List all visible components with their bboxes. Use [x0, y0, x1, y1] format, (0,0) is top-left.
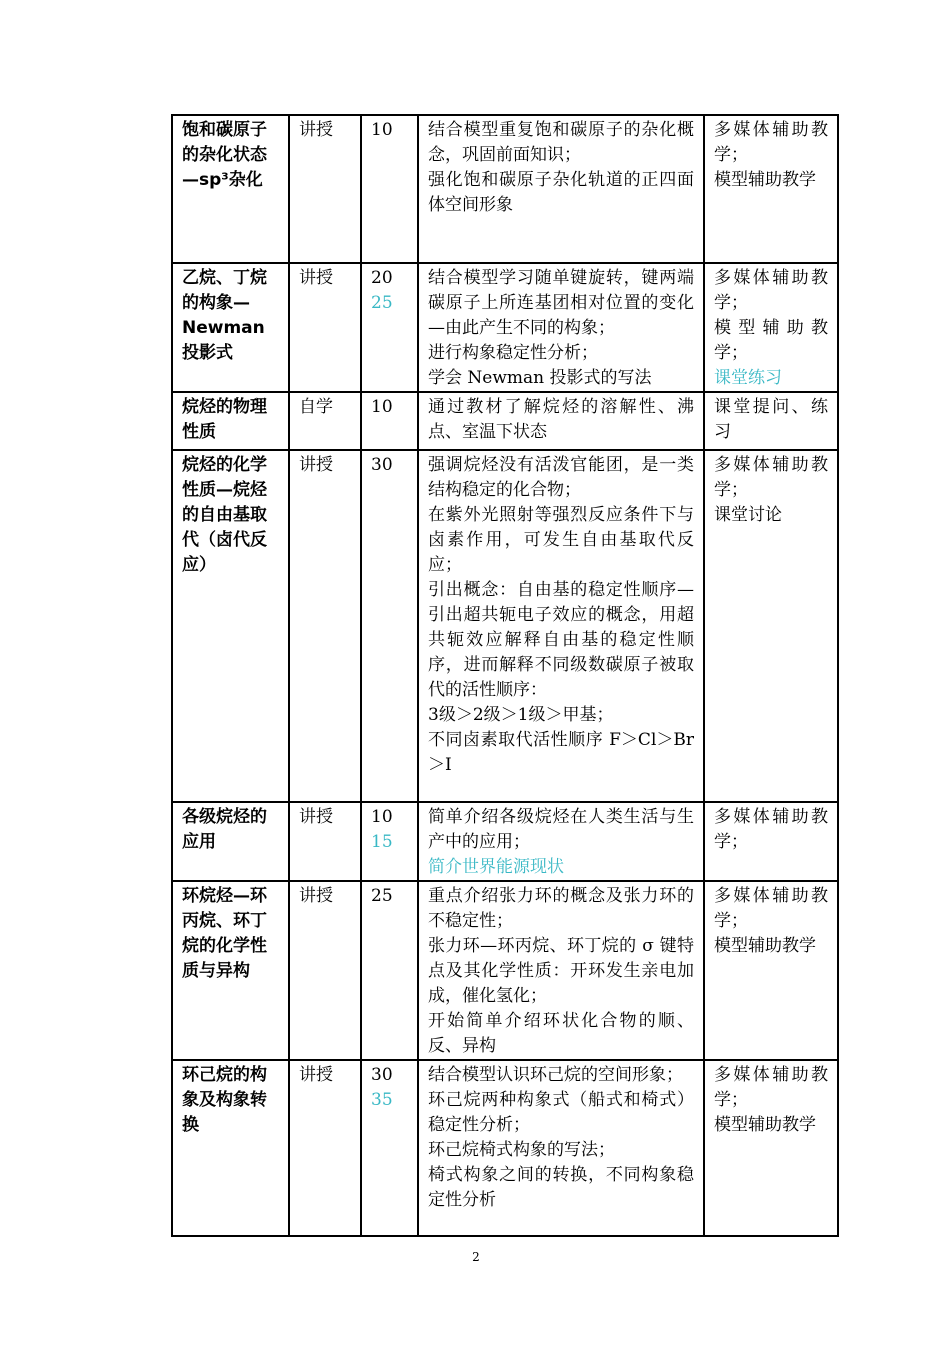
method-text: 讲授 [299, 455, 333, 475]
time-cell [361, 1060, 418, 1236]
aid-cell [704, 881, 838, 1060]
table-row [172, 115, 838, 263]
time-value: 10 [371, 807, 393, 827]
aid-line: 模型辅助教学 [714, 170, 816, 190]
content-line: 开始简单介绍环状化合物的顺、反、异构 [428, 1011, 694, 1056]
aid-added-line: 课堂练习 [714, 368, 782, 388]
topic-cell [172, 392, 289, 450]
content-line: 强调烷烃没有活泼官能团，是一类结构稳定的化合物； [428, 455, 694, 500]
table-row [172, 263, 838, 392]
table-row [172, 1060, 838, 1236]
time-cell [361, 881, 418, 1060]
topic-text: 饱和碳原子的杂化状态—sp³杂化 [182, 120, 267, 190]
content-line: 结合模型学习随单键旋转，键两端碳原子上所连基团相对位置的变化—由此产生不同的构象； [428, 268, 694, 338]
method-text: 讲授 [299, 1065, 333, 1085]
table-body [172, 115, 838, 1236]
time-cell [361, 802, 418, 881]
time-cell [361, 450, 418, 802]
method-text: 讲授 [299, 120, 333, 140]
topic-text: 乙烷、丁烷的构象—Newman投影式 [182, 268, 267, 363]
table-row [172, 802, 838, 881]
content-line: 环己烷两种构象式（船式和椅式）稳定性分析； [428, 1090, 694, 1135]
method-text: 讲授 [299, 268, 333, 288]
aid-line: 多媒体辅助教学； [714, 886, 828, 931]
aid-cell [704, 802, 838, 881]
aid-line: 多媒体辅助教学； [714, 268, 828, 313]
table-row [172, 392, 838, 450]
topic-text: 烷烃的物理性质 [182, 397, 267, 442]
lesson-plan-table [171, 114, 839, 1237]
aid-line: 模型辅助教学 [714, 936, 816, 956]
time-cell [361, 392, 418, 450]
aid-cell [704, 1060, 838, 1236]
content-line: 强化饱和碳原子杂化轨道的正四面体空间形象 [428, 170, 694, 215]
topic-cell [172, 802, 289, 881]
table-row [172, 450, 838, 802]
content-cell [418, 450, 704, 802]
content-line: 引出概念：自由基的稳定性顺序—引出超共轭电子效应的概念，用超共轭效应解释自由基的稳定性顺序，进而解释不同级数碳原子被取代的活性顺序： [428, 580, 694, 700]
content-cell [418, 115, 704, 263]
content-line: 椅式构象之间的转换，不同构象稳定性分析 [428, 1165, 694, 1210]
topic-cell [172, 263, 289, 392]
time-value: 20 [371, 268, 393, 288]
time-added-value: 15 [371, 832, 393, 852]
content-line: 通过教材了解烷烃的溶解性、沸点、室温下状态 [428, 397, 694, 442]
content-line: 进行构象稳定性分析； [428, 343, 598, 363]
aid-line: 多媒体辅助教学； [714, 1065, 828, 1110]
method-text: 自学 [299, 397, 333, 417]
content-line: 不同卤素取代活性顺序 F＞Cl＞Br＞I [428, 730, 694, 775]
content-cell [418, 1060, 704, 1236]
time-added-value: 35 [371, 1090, 393, 1110]
time-value: 10 [371, 120, 393, 140]
content-line: 3级＞2级＞1级＞甲基； [428, 705, 614, 725]
content-line: 简单介绍各级烷烃在人类生活与生产中的应用； [428, 807, 694, 852]
content-line: 结合模型认识环己烷的空间形象； [428, 1065, 683, 1085]
method-cell [289, 881, 361, 1060]
topic-text: 烷烃的化学性质—烷烃的自由基取代（卤代反应） [182, 455, 267, 575]
aid-line: 多媒体辅助教学； [714, 807, 828, 852]
method-cell [289, 115, 361, 263]
method-cell [289, 802, 361, 881]
aid-cell [704, 450, 838, 802]
page-number: 2 [472, 1250, 480, 1264]
topic-cell [172, 115, 289, 263]
time-value: 25 [371, 886, 393, 906]
content-cell [418, 392, 704, 450]
content-cell [418, 263, 704, 392]
aid-line: 课堂讨论 [714, 505, 782, 525]
time-added-value: 25 [371, 293, 393, 313]
content-line: 重点介绍张力环的概念及张力环的不稳定性； [428, 886, 694, 931]
content-line: 在紫外光照射等强烈反应条件下与卤素作用，可发生自由基取代反应； [428, 505, 694, 575]
method-cell [289, 450, 361, 802]
aid-line: 模型辅助教学； [714, 318, 828, 363]
aid-cell [704, 115, 838, 263]
method-text: 讲授 [299, 807, 333, 827]
content-line: 张力环—环丙烷、环丁烷的 σ 键特点及其化学性质：开环发生亲电加成，催化氢化； [428, 936, 694, 1006]
content-line: 学会 Newman 投影式的写法 [428, 368, 652, 388]
content-added-line: 简介世界能源现状 [428, 857, 564, 877]
aid-line: 模型辅助教学 [714, 1115, 816, 1135]
content-cell [418, 881, 704, 1060]
time-cell [361, 263, 418, 392]
table-row [172, 881, 838, 1060]
method-cell [289, 392, 361, 450]
time-value: 10 [371, 397, 393, 417]
aid-cell [704, 263, 838, 392]
content-line: 结合模型重复饱和碳原子的杂化概念，巩固前面知识； [428, 120, 694, 165]
time-value: 30 [371, 1065, 393, 1085]
topic-cell [172, 881, 289, 1060]
topic-cell [172, 450, 289, 802]
method-text: 讲授 [299, 886, 333, 906]
topic-text: 环己烷的构象及构象转换 [182, 1065, 267, 1135]
aid-line: 多媒体辅助教学； [714, 120, 828, 165]
aid-line: 多媒体辅助教学； [714, 455, 828, 500]
topic-text: 环烷烃—环丙烷、环丁烷的化学性质与异构 [182, 886, 267, 981]
method-cell [289, 263, 361, 392]
topic-text: 各级烷烃的应用 [182, 807, 267, 852]
method-cell [289, 1060, 361, 1236]
topic-cell [172, 1060, 289, 1236]
aid-cell [704, 392, 838, 450]
time-cell [361, 115, 418, 263]
content-line: 环己烷椅式构象的写法； [428, 1140, 615, 1160]
aid-line: 课堂提问、练习 [714, 397, 828, 442]
content-cell [418, 802, 704, 881]
time-value: 30 [371, 455, 393, 475]
